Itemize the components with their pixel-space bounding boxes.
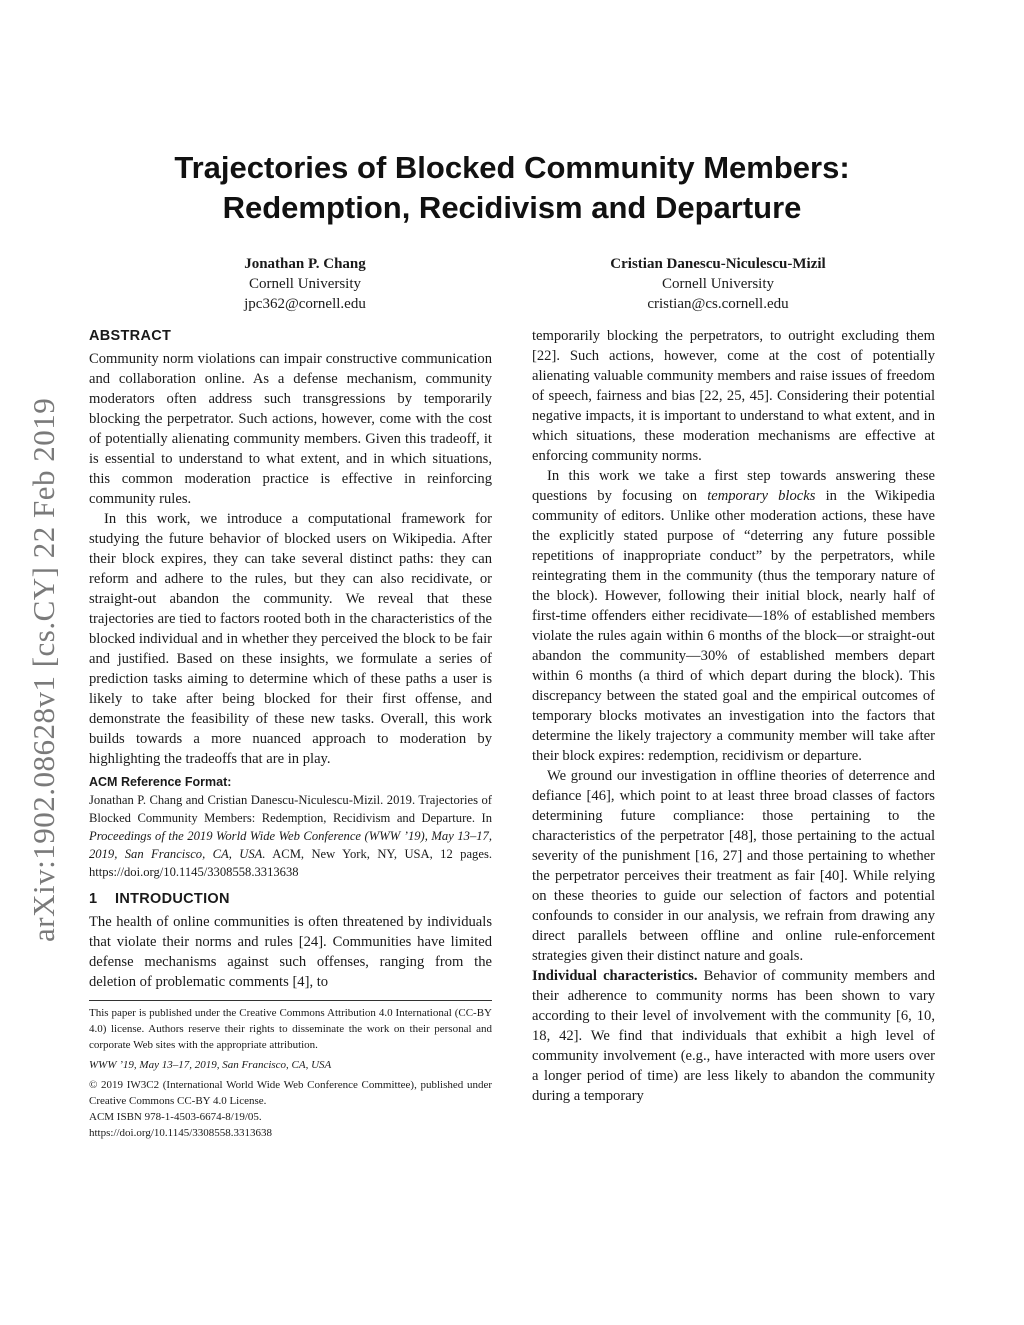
abstract-heading: ABSTRACT (89, 328, 172, 344)
footnote-isbn: ACM ISBN 978-1-4503-6674-8/19/05. (89, 1111, 262, 1123)
run-in-heading: Individual characteristics. (532, 968, 698, 984)
introduction-paragraph-2 (532, 466, 935, 766)
author-name: Cristian Danescu-Niculescu-Mizil (610, 256, 826, 272)
left-column (89, 326, 492, 1141)
paragraph-2-part-b: in the Wikipedia community of editors. Unlike other moderation actions, these have the explicitly stated purpose of “deterring any future possible repetitions of inappropriate conduct” by the perpetrators, while reintegrating them in the community (thus the temporary nature of the block). However, following their initial block, nearly half of first-time offenders either recidivate—18% of established members violate the rules again within 6 months of the block—or straight-out abandon the community—30% of established members depart within 6 months (a third of which depart during the block). This discrepancy between the stated goal and the empirical outcomes of temporary blocks motivates an investigation into the factors that determine the likely trajectory a community member will take after their block expires: redemption, recidivism or departure. (532, 488, 935, 764)
footnote-copyright: © 2019 IW3C2 (International World Wide Web Conference Committee), published under Creative Commons CC-BY 4.0 License. (89, 1079, 492, 1107)
footnote-divider (89, 1000, 492, 1001)
introduction-paragraph-3: We ground our investigation in offline theories of deterrence and defiance [46], which point to at least three broad classes of factors determining future compliance: those pertaining to the characteristics of the perpetrator [48], those pertaining to the actual severity of the punishment [16, 27] and those pertaining to whether the perpetrator perceives their treatment as fair [40]. While relying on these theories to guide our selection of factors and potential confounds to consider in our analysis, we refrain from drawing any direct parallels between offline and online rule-enforcement strategies given their distinct nature and goals. (532, 768, 935, 964)
author-email: jpc362@cornell.edu (244, 296, 366, 312)
section-number: 1 (89, 891, 98, 907)
introduction-heading (89, 889, 492, 909)
footnote-conference: WWW ’19, May 13–17, 2019, San Francisco, CA, USA (89, 1059, 332, 1071)
title-line-2: Redemption, Recidivism and Departure (222, 190, 802, 225)
author-email: cristian@cs.cornell.edu (647, 296, 789, 312)
abstract-paragraph-2: In this work, we introduce a computational framework for studying the future behavior of blocked users on Wikipedia. After their block expires, they can take several distinct paths: they can reform and adhere to the rules, but they can also recidivate, or straight-out abandon the community. We reveal that these trajectories are tied to factors rooted both in the characteristics of the blocked individual and in whether they perceived the block to be fair and justified. Based on these insights, we formulate a series of prediction tasks aiming to determine which of these paths a user is likely to take after being blocked for their first offense, and demonstrate the feasibility of these new tasks. Overall, this work builds towards a more nuanced approach to moderation by highlighting the tradeoffs that are in play. (89, 511, 492, 767)
author-name: Jonathan P. Chang (244, 256, 366, 272)
acm-reference-heading: ACM Reference Format: (89, 775, 232, 789)
section-title: INTRODUCTION (115, 891, 230, 907)
arxiv-identifier: arXiv:1902.08628v1 [cs.CY] 22 Feb 2019 (26, 397, 61, 942)
paragraph-2-part-a: In this work we take a first step towards answering these questions by focusing on (532, 468, 935, 504)
author-affiliation: Cornell University (248, 276, 362, 292)
acm-reference-venue: Proceedings of the 2019 World Wide Web Conference (WWW ’19), May 13–17, 2019, San Francisco, CA, USA. (89, 829, 492, 861)
acm-reference-part-1: Jonathan P. Chang and Cristian Danescu-Niculescu-Mizil. 2019. Trajectories of Blocked Community Members: Redemption, Recidivism and Departure. In (89, 793, 492, 825)
paragraph-4-text: Behavior of community members and their adherence to community norms has been shown to vary according to their level of involvement with the community [6, 10, 18, 42]. We find that individuals that exhibit a high level of community involvement (e.g., have interacted with more users over a longer period of time) are less likely to abandon the community during a temporary (532, 968, 935, 1104)
introduction-paragraph-1-continued: temporarily blocking the perpetrators, to outright excluding them [22]. Such actions, however, come at the cost of potentially alienating valuable community members and raise issues of freedom of speech, fairness and bias [22, 25, 45]. Considering their potential negative impacts, it is important to understand to what extent, and in which situations, these moderation mechanisms are effective at enforcing community norms. (532, 328, 935, 464)
author-block-1 (140, 254, 470, 314)
introduction-paragraph-1: The health of online communities is often threatened by individuals that violate their norms and rules [24]. Communities have limited defense mechanisms against such offenses, ranging from the deletion of problematic comments [4], to (89, 914, 492, 990)
acm-reference-part-2: ACM, New York, NY, USA, 12 pages. https://doi.org/10.1145/3308558.3313638 (89, 847, 492, 879)
introduction-paragraph-4 (532, 966, 935, 1106)
footnote-doi: https://doi.org/10.1145/3308558.3313638 (89, 1127, 273, 1139)
paragraph-2-emphasis: temporary blocks (707, 488, 816, 504)
author-affiliation: Cornell University (661, 276, 775, 292)
abstract-paragraph-1: Community norm violations can impair constructive communication and collaboration online. As a defense mechanism, community moderators often address such transgressions by temporarily blocking the perpetrator. Such actions, however, come with the cost of potentially alienating community members. Given this tradeoff, it is essential to understand to what extent, and in which situations, this common moderation practice is effective in reinforcing community rules. (89, 351, 492, 507)
footnote-license: This paper is published under the Creative Commons Attribution 4.0 International (CC-BY 4.0) license. Authors reserve their rights to disseminate the work on their personal and corporate Web sites with the appropriate attribution. (89, 1007, 492, 1051)
paper-title (0, 148, 1024, 228)
right-column (532, 326, 935, 1106)
title-line-1: Trajectories of Blocked Community Members: (174, 150, 850, 185)
acm-reference-text (89, 791, 492, 881)
author-block-2 (553, 254, 883, 314)
